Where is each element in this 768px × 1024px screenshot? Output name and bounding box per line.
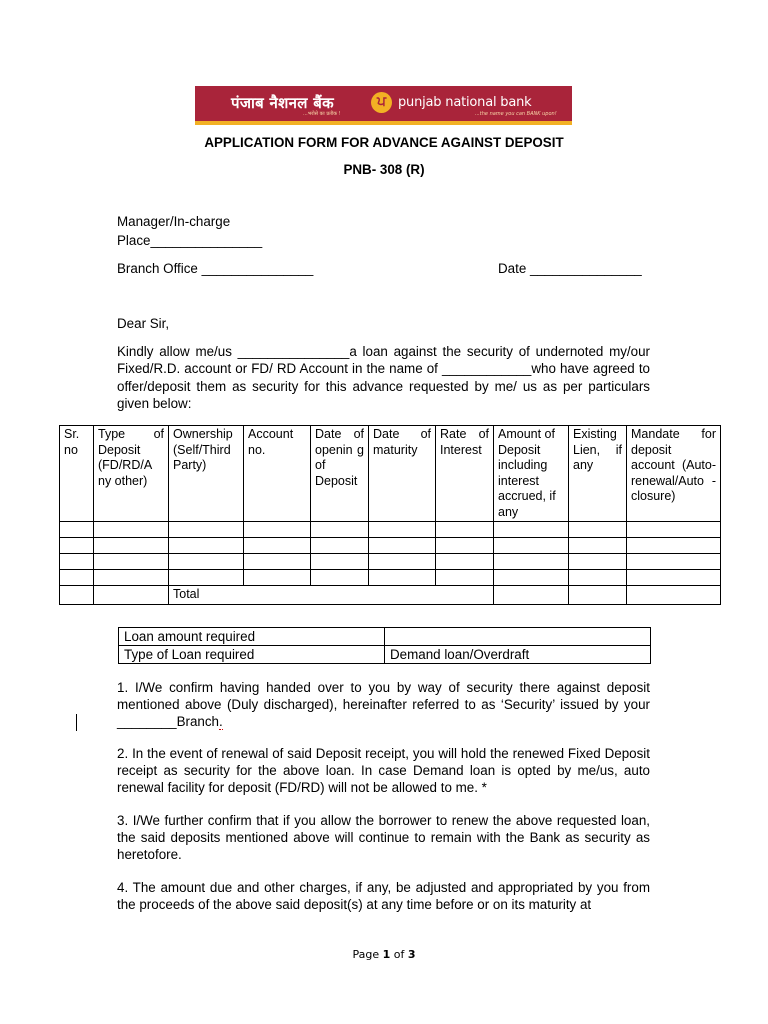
deposit-details-table	[59, 425, 721, 605]
form-title: APPLICATION FORM FOR ADVANCE AGAINST DEPOSIT	[204, 135, 564, 150]
clause-4: 4. The amount due and other charges, if any, be adjusted and appropriated by you from the proceeds of the above said deposit(s) at any time before or on its maturity at	[117, 880, 650, 912]
place-field[interactable]: Place_______________	[117, 233, 263, 248]
loan-details-table	[118, 627, 651, 664]
bank-emblem-icon: ਪ	[371, 92, 392, 113]
clause-1	[117, 680, 650, 730]
clause-1-text: 1. I/We confirm having handed over to you by way of security there against deposit mentioned above (Duly discharged), hereinafter referred to as ‘Security’ issued by your ________Branch	[117, 680, 650, 729]
loan-type-row	[119, 646, 651, 664]
page-current: 1	[382, 948, 391, 961]
header-amount-of-deposit: Amount of Deposit including interest accrued, if any	[494, 426, 569, 522]
page-total: 3	[407, 948, 416, 961]
header-date-of-maturity: Date of maturity	[369, 426, 436, 522]
header-ownership: Ownership (Self/Third Party)	[169, 426, 244, 522]
loan-type-value[interactable]: Demand loan/Overdraft	[385, 646, 651, 664]
salutation: Dear Sir,	[117, 316, 170, 331]
header-date-of-opening: Date of openin g of Deposit	[311, 426, 369, 522]
loan-amount-value[interactable]	[385, 628, 651, 646]
loan-amount-row	[119, 628, 651, 646]
table-total-row[interactable]	[60, 586, 721, 605]
date-field[interactable]: Date _______________	[498, 261, 642, 276]
bank-name-english: punjab national bank	[398, 95, 532, 110]
banner-stripe	[195, 121, 572, 125]
clause-1-end: .	[219, 713, 223, 729]
header-type-of-deposit: Type of Deposit (FD/RD/A ny other)	[94, 426, 169, 522]
loan-amount-label: Loan amount required	[119, 628, 385, 646]
header-existing-lien: Existing Lien, if any	[569, 426, 627, 522]
page-word: Page	[352, 948, 380, 961]
intro-paragraph: Kindly allow me/us _______________a loan against the security of undernoted my/our Fixed/R.D. account or FD/ RD Account in the name of ____________who have agreed to offer/deposit them as security for this advance requested by me/ us as per particulars given below:	[117, 344, 650, 412]
header-sr-no: Sr. no	[60, 426, 94, 522]
total-label: Total	[169, 586, 494, 605]
bank-tagline-english: ...the name you can BANK upon!	[475, 111, 557, 117]
manager-line: Manager/In-charge	[117, 214, 231, 229]
table-row[interactable]	[60, 554, 721, 570]
table-row[interactable]	[60, 570, 721, 586]
bank-name-hindi: पंजाब नैशनल बैंक	[231, 94, 334, 112]
page-number	[0, 948, 768, 961]
header-mandate: Mandate for deposit account (Auto-renewal/Auto -closure)	[627, 426, 721, 522]
header-account-no: Account no.	[244, 426, 311, 522]
form-code: PNB- 308 (R)	[343, 162, 425, 177]
bank-tagline-hindi: ...भरोसे का प्रतीक !	[303, 111, 341, 117]
branch-office-field[interactable]: Branch Office _______________	[117, 261, 314, 276]
header-rate-of-interest: Rate of Interest	[436, 426, 494, 522]
clause-3: 3. I/We further confirm that if you allow the borrower to renew the above requested loan, the said deposits mentioned above will continue to remain with the Bank as security as heretofore.	[117, 813, 650, 862]
table-row[interactable]	[60, 538, 721, 554]
table-row[interactable]	[60, 522, 721, 538]
text-cursor	[76, 714, 77, 731]
bank-logo-banner	[195, 86, 572, 125]
clause-2: 2. In the event of renewal of said Deposit receipt, you will hold the renewed Fixed Deposit receipt as security for the above loan. In case Demand loan is opted by me/us, auto renewal facility for deposit (FD/RD) will not be allowed to me. *	[117, 746, 650, 795]
loan-type-label: Type of Loan required	[119, 646, 385, 664]
table-header-row	[60, 426, 721, 522]
of-word: of	[393, 948, 405, 961]
